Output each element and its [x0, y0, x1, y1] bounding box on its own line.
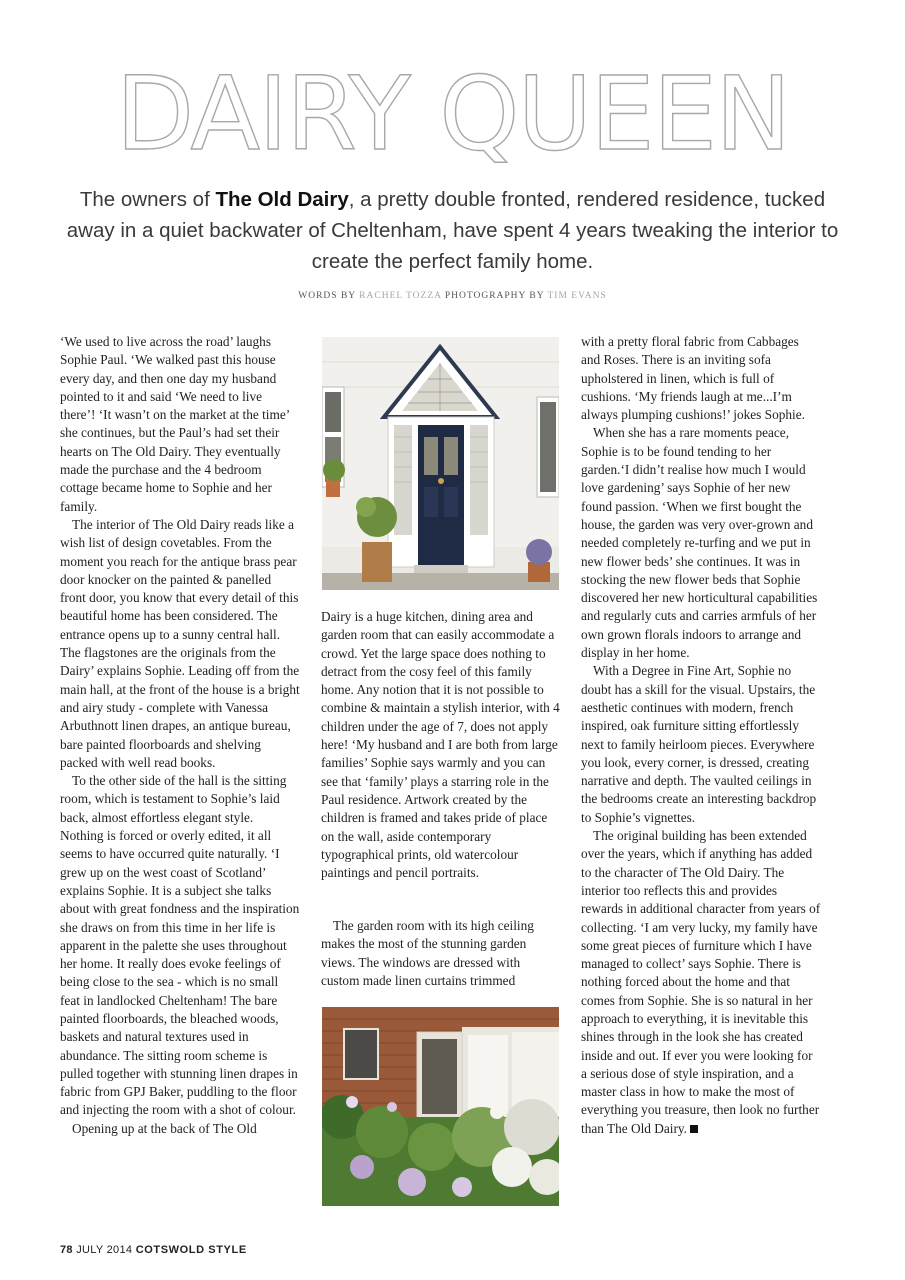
author-name: RACHEL TOZZA [359, 291, 442, 301]
garden-photo [322, 1007, 559, 1206]
photographer-name: TIM EVANS [547, 291, 607, 301]
paragraph: Opening up at the back of The Old [72, 1120, 257, 1136]
paragraph: To the other side of the hall is the sitting room, which is testament to Sophie’s laid back, almost effortless elegant style. Nothing is forced or overly edited, it all seems to have occurred quite naturally. ‘I grew up on the west coast of Scotland’ explains Sophie. It is a subject she talks about with great fondness and the inspiration she draws on from this time in her life is apparent in the palette she uses throughout her home. It really does evoke feelings of being close to the sea - which is no small feat in landlocked Cheltenham! The bare painted floorboards, the bleached woods, baskets and natural textures used in abundance. The sitting room scheme is pulled together with stunning linen drapes in fabric from GPJ Baker, puddling to the floor and injecting the room with a shot of colour. [60, 773, 300, 1118]
byline [0, 291, 905, 301]
article-column-2 [321, 608, 561, 882]
final-paragraph-text: The original building has been extended over the years, which if anything has added to the character of The Old Dairy. The interior too reflects this and provides rewards in additional character from years of collecting. ‘I am very lucky, my family have some great pieces of furniture which I have managed to collect’ says Sophie. There is nothing forced about the home and that comes from Sophie. She is so natural in her approach to everything, it is inevitable this shines through in the look she has created inside and out. If ever you were looking for a serious dose of style inspiration, and a master class in how to make the most of everything you treasure, then look no further than The Old Dairy. [581, 828, 821, 1136]
standfirst-bold: The Old Dairy [215, 188, 349, 211]
paragraph: The garden room with its high ceiling makes the most of the stunning garden views. The windows are dressed with custom made linen curtains trimmed [321, 918, 534, 988]
article-column-2-continued [321, 917, 561, 990]
magazine-name: COTSWOLD STYLE [135, 1244, 247, 1256]
front-door-image [322, 337, 559, 590]
front-door-photo [322, 337, 559, 590]
page-footer [60, 1244, 247, 1256]
photography-label: PHOTOGRAPHY BY [441, 291, 548, 301]
end-mark-icon [690, 1125, 698, 1133]
paragraph: ‘We used to live across the road’ laughs Sophie Paul. ‘We walked past this house every day, and then one day my husband pointed to it and said ‘We need to live there’! ‘It wasn’t on the market at the time’ she continues, but the Paul’s had set their hearts on The Old Dairy. They eventually made the purchase and the 4 bedroom cottage became home to Sophie and her family. [60, 334, 290, 514]
article-title: DAIRY QUEEN [115, 55, 790, 174]
article-column-1 [60, 333, 300, 1138]
paragraph: The interior of The Old Dairy reads like a wish list of design covetables. From the moment you reach for the antique brass pear door knocker on the painted & panelled front door, you know that every detail of this beautiful home has been considered. The entrance opens up to a sunny central hall. The flagstones are the originals from the Dairy’ explains Sophie. Leading off from the main hall, at the front of the house is a bright and airy study - complete with Vanessa Arbuthnott linen drapes, an antique bureau, bare painted floorboards and shelving packed with well read books. [60, 516, 300, 770]
issue-date: JULY 2014 [76, 1244, 133, 1256]
standfirst-pre: The owners of [79, 188, 216, 211]
paragraph: When she has a rare moments peace, Sophie is to be found tending to her garden.‘I didn’t realise how much I would love gardening’ says Sophie of her new found passion. ‘When we first bought the house, the garden was very over-grown and needed completely re-turfing and we put in new flower beds’ she continues. It was in stocking the new flower beds that Sophie discovered her new horticultural capabilities and regularly cuts and carries armfuls of her own grown florals indoors to arrange and display in her home. [581, 425, 818, 661]
garden-image [322, 1007, 559, 1206]
standfirst [60, 184, 845, 277]
page-number: 78 [60, 1244, 73, 1256]
article-column-3 [581, 333, 821, 1138]
paragraph: with a pretty floral fabric from Cabbages and Roses. There is an inviting sofa upholstered in linen, which is full of cushions. ‘My friends laugh at me...I’m always plumping cushions!’ jokes Sophie. [581, 334, 805, 423]
words-label: WORDS BY [298, 291, 360, 301]
paragraph: Dairy is a huge kitchen, dining area and garden room that can easily accommodate a crowd. Yet the large space does nothing to detract from the cosy feel of this family home. Any notion that it is not possible to combine & maintain a stylish interior, with 4 children under the age of 7, does not apply here! ‘My husband and I are both from large families’ Sophie says warmly and you can see that ‘family’ plays a starring role in the Paul residence. Artwork created by the children is framed and takes pride of place on the wall, aside contemporary typographical prints, old watercolour paintings and pencil portraits. [321, 609, 560, 881]
paragraph [581, 827, 821, 1138]
standfirst-post: , a pretty double fronted, rendered residence, tucked away in a quiet backwater of Cheltenham, have spent 4 years tweaking the interior to create the perfect family home. [66, 188, 839, 273]
paragraph: With a Degree in Fine Art, Sophie no doubt has a skill for the visual. Upstairs, the aesthetic continues with modern, french inspired, oak furniture sitting effortlessly next to family heirloom pieces. Everywhere you look, every corner, is dressed, creating narrative and depth. The vaulted ceilings in the bedrooms create an interesting backdrop to Sophie’s vignettes. [581, 663, 817, 825]
